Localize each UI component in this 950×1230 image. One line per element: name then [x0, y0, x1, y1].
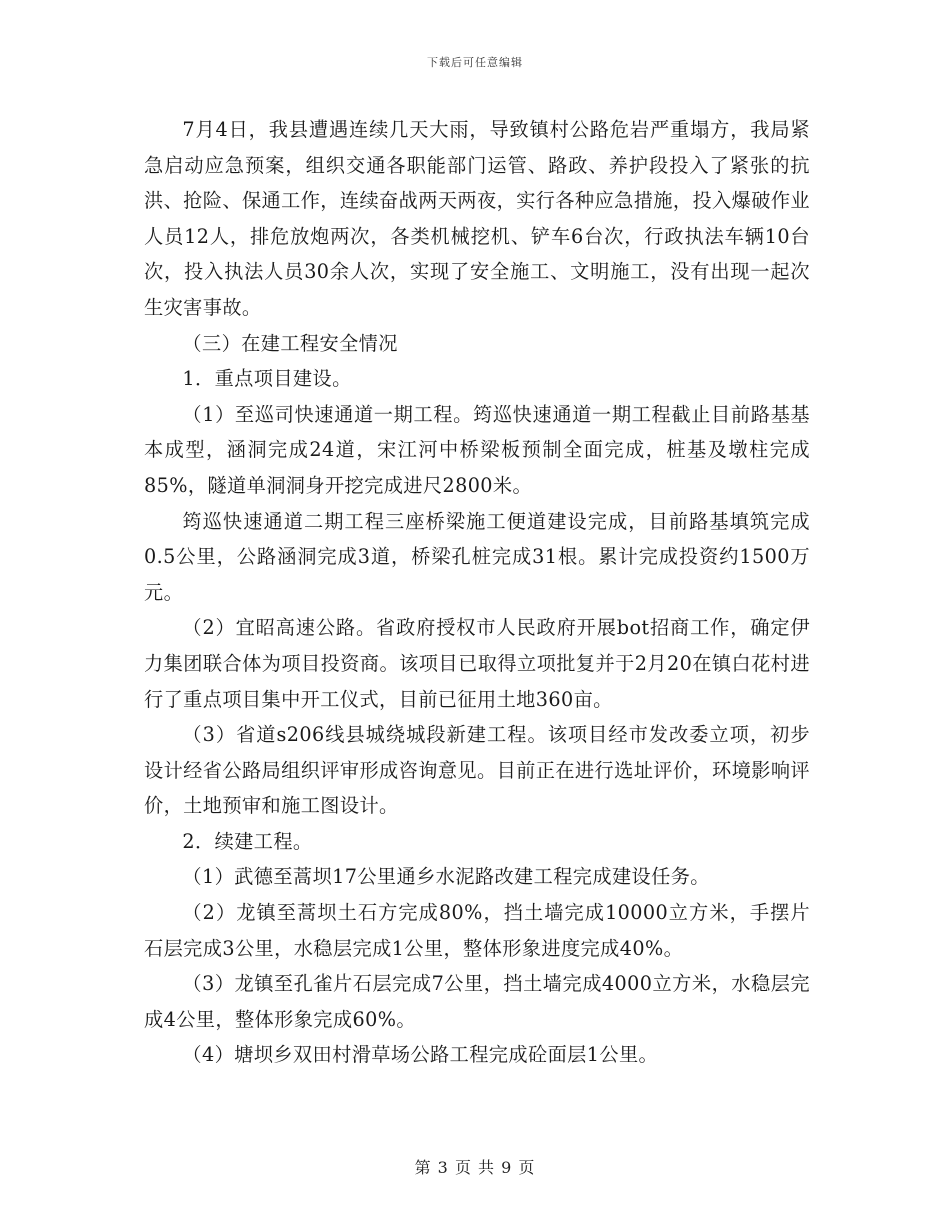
paragraph-expressway-phase-one: （1）至巡司快速通道一期工程。筠巡快速通道一期工程截止目前路基基本成型，涵洞完成24道，宋江河中桥梁板预制全面完成，桩基及墩柱完成85%，隧道单洞洞身开挖完成进尺2800米。 — [144, 402, 810, 497]
subheading-continued-projects: 2．续建工程。 — [182, 829, 313, 853]
paragraph-tangba-road: （4）塘坝乡双田村滑草场公路工程完成砼面层1公里。 — [182, 1043, 659, 1067]
paragraph-yizhao-highway: （2）宜昭高速公路。省政府授权市人民政府开展bot招商工作，确定伊力集团联合体为项目投资商。该项目已取得立项批复并于2月20在镇白花村进行了重点项目集中开工仪式，目前已征用土地360亩。 — [144, 616, 810, 711]
paragraph-expressway-phase-two: 筠巡快速通道二期工程三座桥梁施工便道建设完成，目前路基填筑完成0.5公里，公路涵洞完成3道，桥梁孔桩完成31根。累计完成投资约1500万元。 — [144, 509, 810, 604]
paragraph-longzhen-haoba: （2）龙镇至蒿坝土石方完成80%，挡土墙完成10000立方米，手摆片石层完成3公里，水稳层完成1公里，整体形象进度完成40%。 — [144, 901, 810, 960]
document-body — [144, 112, 810, 1073]
section-heading-construction-safety: （三）在建工程安全情况 — [182, 331, 398, 355]
paragraph-longzhen-kongque: （3）龙镇至孔雀片石层完成7公里，挡土墙完成4000立方米，水稳层完成4公里，整体形象完成60%。 — [144, 972, 810, 1031]
paragraph-s206-bypass: （3）省道s206线县城绕城段新建工程。该项目经市发改委立项，初步设计经省公路局组织评审形成咨询意见。目前正在进行选址评价，环境影响评价，土地预审和施工图设计。 — [144, 723, 810, 818]
paragraph-wude-haoba-road: （1）武德至蒿坝17公里通乡水泥路改建工程完成建设任务。 — [182, 865, 710, 889]
page-number: 第 3 页 共 9 页 — [414, 1158, 536, 1177]
page-header: 下载后可任意编辑 — [427, 56, 523, 69]
subheading-key-projects: 1．重点项目建设。 — [182, 367, 352, 391]
paragraph-flood-response: 7月4日，我县遭遇连续几天大雨，导致镇村公路危岩严重塌方，我局紧急启动应急预案，组织交通各职能部门运管、路政、养护段投入了紧张的抗洪、抢险、保通工作，连续奋战两天两夜，实行各种应急措施，投入爆破作业人员12人，排危放炮两次，各类机械挖机、铲车6台次，行政执法车辆10台次，投入执法人员30余人次，实现了安全施工、文明施工，没有出现一起次生灾害事故。 — [144, 118, 810, 319]
